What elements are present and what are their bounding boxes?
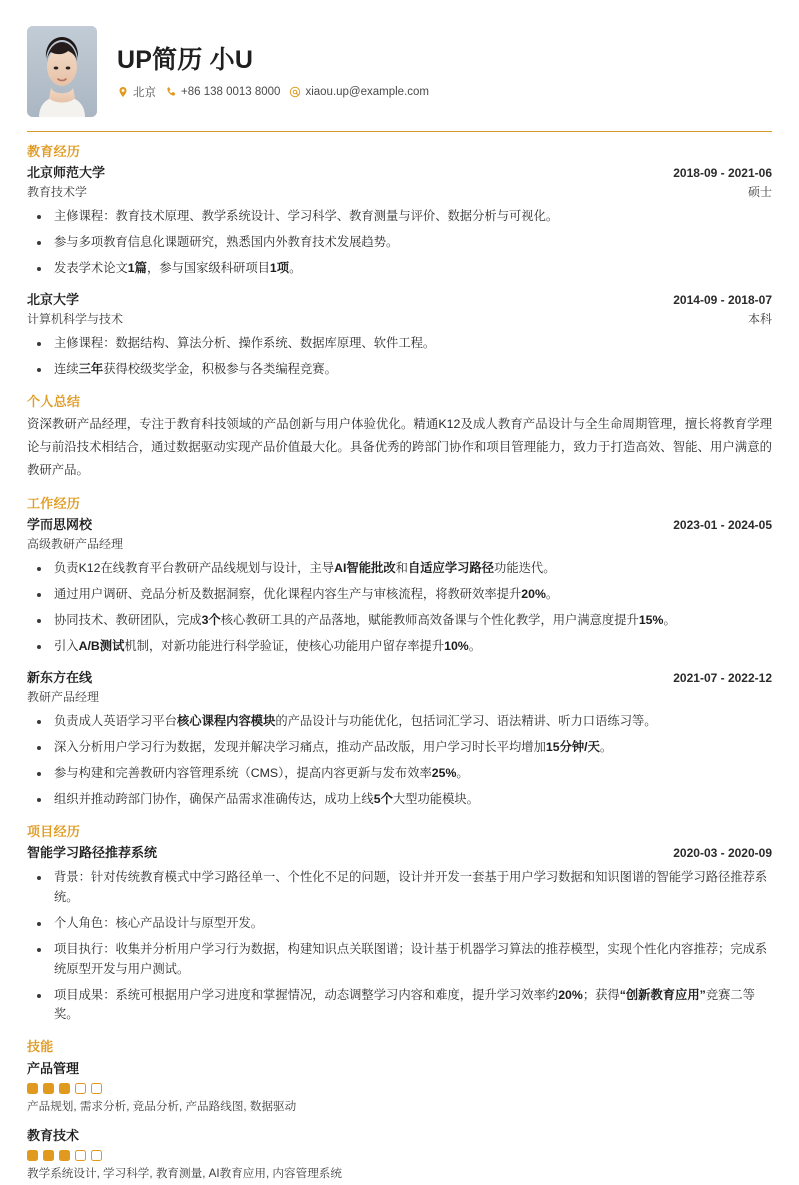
list-item: 协同技术、教研团队，完成3个核心教研工具的产品落地，赋能教师高效备课与个性化教学，用户满意度提升15%。 <box>27 611 772 631</box>
section-title-project: 项目经历 <box>27 823 81 839</box>
list-item: 主修课程：数据结构、算法分析、操作系统、数据库原理、软件工程。 <box>27 334 772 354</box>
skill-dot-filled <box>59 1150 70 1161</box>
education-bullets <box>27 207 772 279</box>
education-degree: 硕士 <box>747 185 772 200</box>
skill-dot-filled <box>43 1150 54 1161</box>
list-item: 发表学术论文1篇，参与国家级科研项目1项。 <box>27 259 772 279</box>
contact-location-value: 北京 <box>133 87 156 99</box>
skill-dot-empty <box>91 1150 102 1161</box>
education-major: 计算机科学与技术 <box>27 312 124 327</box>
header-divider <box>27 131 772 132</box>
education-entry <box>27 290 772 380</box>
work-title: 高级教研产品经理 <box>27 537 124 552</box>
section-project <box>27 821 772 1025</box>
list-item: 项目执行：收集并分析用户学习行为数据，构建知识点关联图谱；设计基于机器学习算法的推荐模型，实现个性化内容推荐；完成系统原型开发与用户测试。 <box>27 940 772 980</box>
skill-tags: 产品规划, 需求分析, 竞品分析, 产品路线图, 数据驱动 <box>27 1099 297 1113</box>
skill-name: 产品管理 <box>27 1061 80 1077</box>
portrait-photo <box>27 26 97 117</box>
project-bullets <box>27 868 772 1025</box>
work-bullets <box>27 712 772 810</box>
list-item: 参与构建和完善教研内容管理系统（CMS），提高内容更新与发布效率25%。 <box>27 764 772 784</box>
list-item: 负责K12在线教育平台教研产品线规划与设计，主导AI智能批改和自适应学习路径功能迭代。 <box>27 559 772 579</box>
skill-level-dots <box>27 1083 772 1094</box>
list-item: 负责成人英语学习平台核心课程内容模块的产品设计与功能优化，包括词汇学习、语法精讲、听力口语练习等。 <box>27 712 772 732</box>
project-name: 智能学习路径推荐系统 <box>27 844 158 860</box>
email-at-icon <box>289 86 301 98</box>
skill-level-dots <box>27 1150 772 1161</box>
education-date: 2014-09 - 2018-07 <box>673 293 772 308</box>
location-pin-icon <box>117 86 129 98</box>
section-summary <box>27 391 772 482</box>
skill-dot-filled <box>27 1150 38 1161</box>
contact-email-value: xiaou.up@example.com <box>305 86 429 98</box>
work-date: 2021-07 - 2022-12 <box>673 670 772 685</box>
list-item: 组织并推动跨部门协作，确保产品需求准确传达，成功上线5个大型功能模块。 <box>27 790 772 810</box>
work-company: 新东方在线 <box>27 669 93 685</box>
section-title-work: 工作经历 <box>27 496 81 511</box>
work-company: 学而思网校 <box>27 517 93 532</box>
work-title: 教研产品经理 <box>27 690 100 705</box>
candidate-name: UP简历 小U <box>117 46 254 74</box>
project-date: 2020-03 - 2020-09 <box>673 845 772 860</box>
summary-text: 资深教研产品经理，专注于教育科技领域的产品创新与用户体验优化。精通K12及成人教育产品设计与全生命周期管理，擅长将教育学理论与前沿技术相结合，通过数据驱动实现产品价值最大化。具备优秀的跨部门协作和项目管理能力，致力于打造高效、智能、用户满意的教研产品。 <box>27 417 772 478</box>
section-work <box>27 493 772 810</box>
education-degree: 本科 <box>747 312 772 327</box>
contact-location <box>117 84 156 100</box>
list-item: 连续三年获得校级奖学金，积极参与各类编程竞赛。 <box>27 360 772 380</box>
work-date: 2023-01 - 2024-05 <box>673 518 772 532</box>
education-org: 北京师范大学 <box>27 165 106 180</box>
resume-header <box>27 26 772 129</box>
list-item: 引入A/B测试机制，对新功能进行科学验证，使核心功能用户留存率提升10%。 <box>27 637 772 657</box>
contact-email <box>289 86 429 98</box>
list-item: 个人角色：核心产品设计与原型开发。 <box>27 914 772 934</box>
section-title-education: 教育经历 <box>27 144 81 159</box>
skill-block <box>27 1059 772 1116</box>
work-entry <box>27 515 772 657</box>
list-item: 背景：针对传统教育模式中学习路径单一、个性化不足的问题，设计并开发一套基于用户学习数据和知识图谱的智能学习路径推荐系统。 <box>27 868 772 908</box>
list-item: 主修课程：教育技术原理、教学系统设计、学习科学、教育测量与评价、数据分析与可视化。 <box>27 207 772 227</box>
skill-tags: 教学系统设计, 学习科学, 教育测量, AI教育应用, 内容管理系统 <box>27 1166 342 1180</box>
contact-list <box>117 84 772 100</box>
education-major: 教育技术学 <box>27 185 88 200</box>
list-item: 项目成果：系统可根据用户学习进度和掌握情况，动态调整学习内容和难度，提升学习效率约20%；获得“创新教育应用”竞赛二等奖。 <box>27 986 772 1026</box>
skill-dot-empty <box>91 1083 102 1094</box>
skill-dot-filled <box>59 1083 70 1094</box>
education-bullets <box>27 334 772 380</box>
section-skills <box>27 1036 772 1183</box>
list-item: 参与多项教育信息化课题研究，熟悉国内外教育技术发展趋势。 <box>27 233 772 253</box>
work-bullets <box>27 559 772 657</box>
education-date: 2018-09 - 2021-06 <box>673 166 772 180</box>
identity-block <box>117 43 772 100</box>
section-title-skills: 技能 <box>27 1039 54 1055</box>
skill-dot-empty <box>75 1083 86 1094</box>
list-item: 深入分析用户学习行为数据，发现并解决学习痛点，推动产品改版，用户学习时长平均增加15分钟/天。 <box>27 738 772 758</box>
education-org: 北京大学 <box>27 292 80 308</box>
work-entry <box>27 668 772 810</box>
skill-dot-filled <box>43 1083 54 1094</box>
contact-phone-value: +86 138 0013 8000 <box>181 86 281 98</box>
project-entry <box>27 843 772 1025</box>
education-entry <box>27 163 772 279</box>
skill-dot-empty <box>75 1150 86 1161</box>
skill-name: 教育技术 <box>27 1128 80 1144</box>
section-title-summary: 个人总结 <box>27 394 81 410</box>
contact-phone <box>165 86 280 98</box>
section-education <box>27 141 772 380</box>
list-item: 通过用户调研、竞品分析及数据洞察，优化课程内容生产与审核流程，将教研效率提升20%。 <box>27 585 772 605</box>
skill-block <box>27 1126 772 1183</box>
skill-dot-filled <box>27 1083 38 1094</box>
phone-icon <box>165 86 177 98</box>
